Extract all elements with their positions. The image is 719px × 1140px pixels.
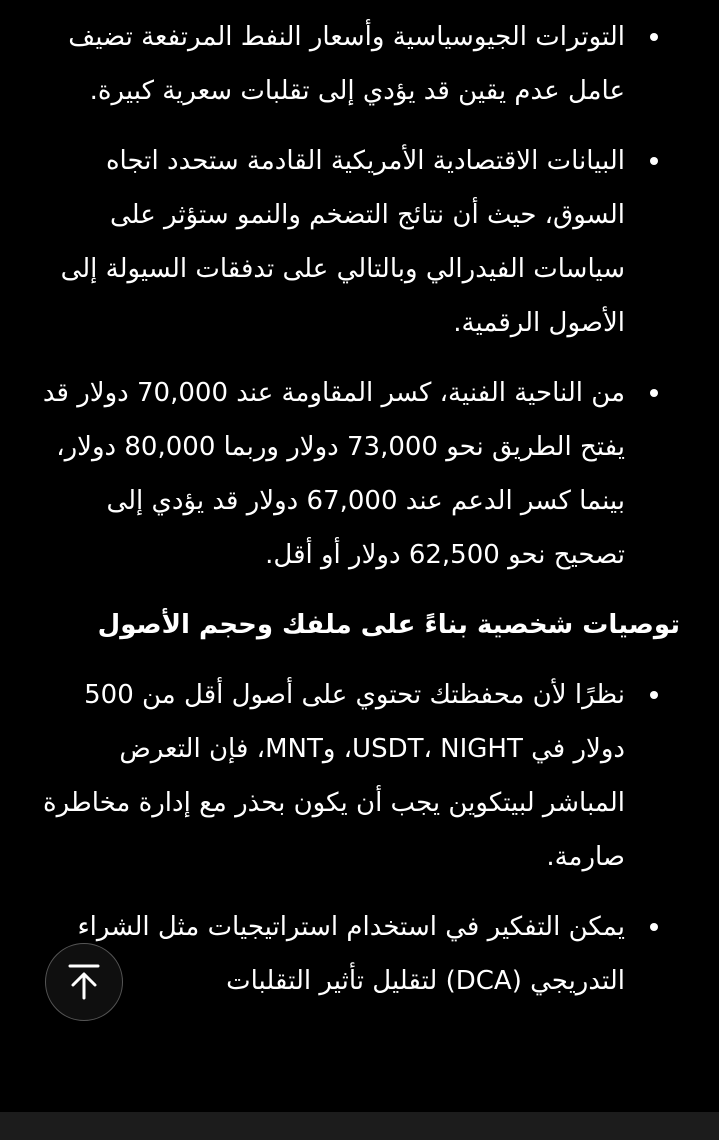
bullet-list-top bbox=[30, 10, 680, 582]
scroll-to-top-button[interactable] bbox=[45, 943, 123, 1021]
list-item-text: يمكن التفكير في استخدام استراتيجيات مثل الشراء التدريجي (DCA) لتقليل تأثير التقلبات bbox=[77, 912, 625, 996]
list-item bbox=[30, 668, 680, 884]
list-item bbox=[30, 134, 680, 350]
list-item-text: التوترات الجيوسياسية وأسعار النفط المرتفعة تضيف عامل عدم يقين قد يؤدي إلى تقلبات سعرية كبيرة. bbox=[68, 22, 625, 106]
bullet-list-bottom bbox=[30, 668, 680, 1008]
list-item bbox=[30, 366, 680, 582]
arrow-up-to-line-icon bbox=[67, 963, 101, 1001]
list-item-text: من الناحية الفنية، كسر المقاومة عند 70,000 دولار قد يفتح الطريق نحو 73,000 دولار وربما 80,000 دولار، بينما كسر الدعم عند 67,000 دولار قد يؤدي إلى تصحيح نحو 62,500 دولار أو أقل. bbox=[42, 378, 625, 570]
bullet-dot-icon bbox=[650, 389, 658, 397]
bullet-dot-icon bbox=[650, 157, 658, 165]
bottom-bar bbox=[0, 1112, 719, 1140]
bullet-dot-icon bbox=[650, 691, 658, 699]
bullet-dot-icon bbox=[650, 923, 658, 931]
list-item-text: نظرًا لأن محفظتك تحتوي على أصول أقل من 500 دولار في USDT، NIGHT، وMNT، فإن التعرض المباشر لبيتكوين يجب أن يكون بحذر مع إدارة مخاطرة صارمة. bbox=[43, 680, 625, 872]
section-heading: توصيات شخصية بناءً على ملفك وحجم الأصول bbox=[97, 610, 680, 640]
list-item bbox=[30, 900, 680, 1008]
bullet-dot-icon bbox=[650, 33, 658, 41]
list-item bbox=[30, 10, 680, 118]
list-item-text: البيانات الاقتصادية الأمريكية القادمة ستحدد اتجاه السوق، حيث أن نتائج التضخم والنمو ستؤثر على سياسات الفيدرالي وبالتالي على تدفقات السيولة إلى الأصول الرقمية. bbox=[60, 146, 625, 338]
message-content bbox=[30, 10, 680, 1024]
